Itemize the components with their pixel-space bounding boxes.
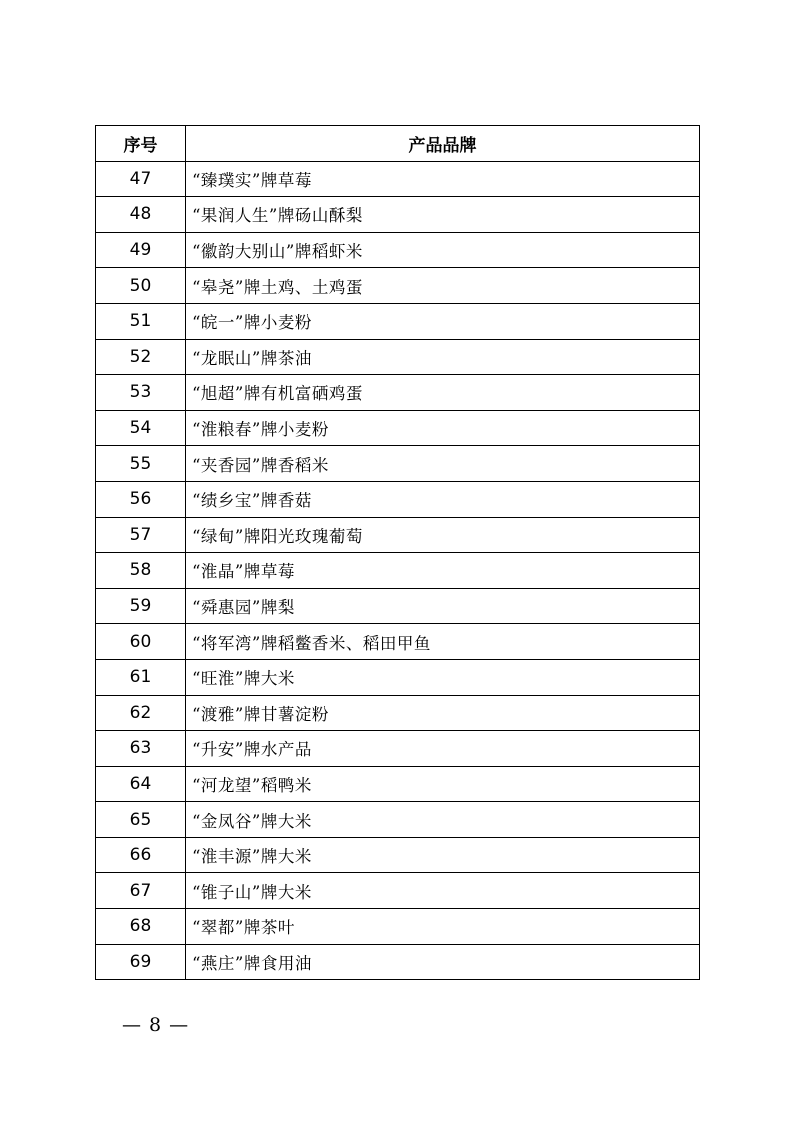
column-header-brand: 产品品牌 bbox=[186, 126, 700, 162]
table-row bbox=[96, 909, 700, 945]
row-brand: “皋尧”牌土鸡、土鸡蛋 bbox=[186, 268, 700, 304]
row-brand: “淮粮春”牌小麦粉 bbox=[186, 410, 700, 446]
table-row bbox=[96, 731, 700, 767]
page-number: — 8 — bbox=[122, 1014, 190, 1036]
row-brand: “淮晶”牌草莓 bbox=[186, 553, 700, 589]
table-row bbox=[96, 161, 700, 197]
row-brand: “旭超”牌有机富硒鸡蛋 bbox=[186, 375, 700, 411]
row-brand: “绩乡宝”牌香菇 bbox=[186, 481, 700, 517]
row-number: 60 bbox=[96, 624, 186, 660]
row-number: 49 bbox=[96, 232, 186, 268]
row-brand: “旺淮”牌大米 bbox=[186, 659, 700, 695]
row-number: 67 bbox=[96, 873, 186, 909]
table-row bbox=[96, 375, 700, 411]
row-number: 47 bbox=[96, 161, 186, 197]
row-number: 48 bbox=[96, 197, 186, 233]
table-row bbox=[96, 588, 700, 624]
row-number: 58 bbox=[96, 553, 186, 589]
row-brand: “河龙望”稻鸭米 bbox=[186, 766, 700, 802]
row-number: 56 bbox=[96, 481, 186, 517]
row-number: 54 bbox=[96, 410, 186, 446]
table-body bbox=[96, 161, 700, 980]
table-row bbox=[96, 553, 700, 589]
table-row bbox=[96, 232, 700, 268]
row-brand: “舜惠园”牌梨 bbox=[186, 588, 700, 624]
column-header-number: 序号 bbox=[96, 126, 186, 162]
row-brand: “燕庄”牌食用油 bbox=[186, 944, 700, 980]
table-row bbox=[96, 766, 700, 802]
row-brand: “绿甸”牌阳光玫瑰葡萄 bbox=[186, 517, 700, 553]
table-row bbox=[96, 517, 700, 553]
row-number: 63 bbox=[96, 731, 186, 767]
table-row bbox=[96, 944, 700, 980]
row-number: 68 bbox=[96, 909, 186, 945]
row-brand: “锥子山”牌大米 bbox=[186, 873, 700, 909]
row-brand: “淮丰源”牌大米 bbox=[186, 837, 700, 873]
table-row bbox=[96, 837, 700, 873]
row-number: 61 bbox=[96, 659, 186, 695]
row-brand: “果润人生”牌砀山酥梨 bbox=[186, 197, 700, 233]
table-row bbox=[96, 410, 700, 446]
row-number: 51 bbox=[96, 303, 186, 339]
table-row bbox=[96, 446, 700, 482]
row-number: 65 bbox=[96, 802, 186, 838]
table-row bbox=[96, 481, 700, 517]
row-brand: “升安”牌水产品 bbox=[186, 731, 700, 767]
table-row bbox=[96, 695, 700, 731]
row-number: 52 bbox=[96, 339, 186, 375]
row-brand: “皖一”牌小麦粉 bbox=[186, 303, 700, 339]
table-row bbox=[96, 802, 700, 838]
table-row bbox=[96, 659, 700, 695]
table-row bbox=[96, 197, 700, 233]
row-brand: “渡雅”牌甘薯淀粉 bbox=[186, 695, 700, 731]
row-number: 57 bbox=[96, 517, 186, 553]
row-number: 69 bbox=[96, 944, 186, 980]
row-brand: “徽韵大别山”牌稻虾米 bbox=[186, 232, 700, 268]
table-row bbox=[96, 624, 700, 660]
table-row bbox=[96, 339, 700, 375]
brand-table bbox=[95, 125, 700, 980]
row-brand: “龙眠山”牌茶油 bbox=[186, 339, 700, 375]
row-brand: “将军湾”牌稻鳖香米、稻田甲鱼 bbox=[186, 624, 700, 660]
row-number: 66 bbox=[96, 837, 186, 873]
row-number: 59 bbox=[96, 588, 186, 624]
row-number: 55 bbox=[96, 446, 186, 482]
table-row bbox=[96, 873, 700, 909]
table-header-row bbox=[96, 126, 700, 162]
table-row bbox=[96, 303, 700, 339]
table-row bbox=[96, 268, 700, 304]
row-brand: “金凤谷”牌大米 bbox=[186, 802, 700, 838]
row-number: 62 bbox=[96, 695, 186, 731]
row-number: 53 bbox=[96, 375, 186, 411]
row-number: 64 bbox=[96, 766, 186, 802]
row-brand: “翠都”牌茶叶 bbox=[186, 909, 700, 945]
row-brand: “臻璞实”牌草莓 bbox=[186, 161, 700, 197]
row-number: 50 bbox=[96, 268, 186, 304]
row-brand: “夹香园”牌香稻米 bbox=[186, 446, 700, 482]
